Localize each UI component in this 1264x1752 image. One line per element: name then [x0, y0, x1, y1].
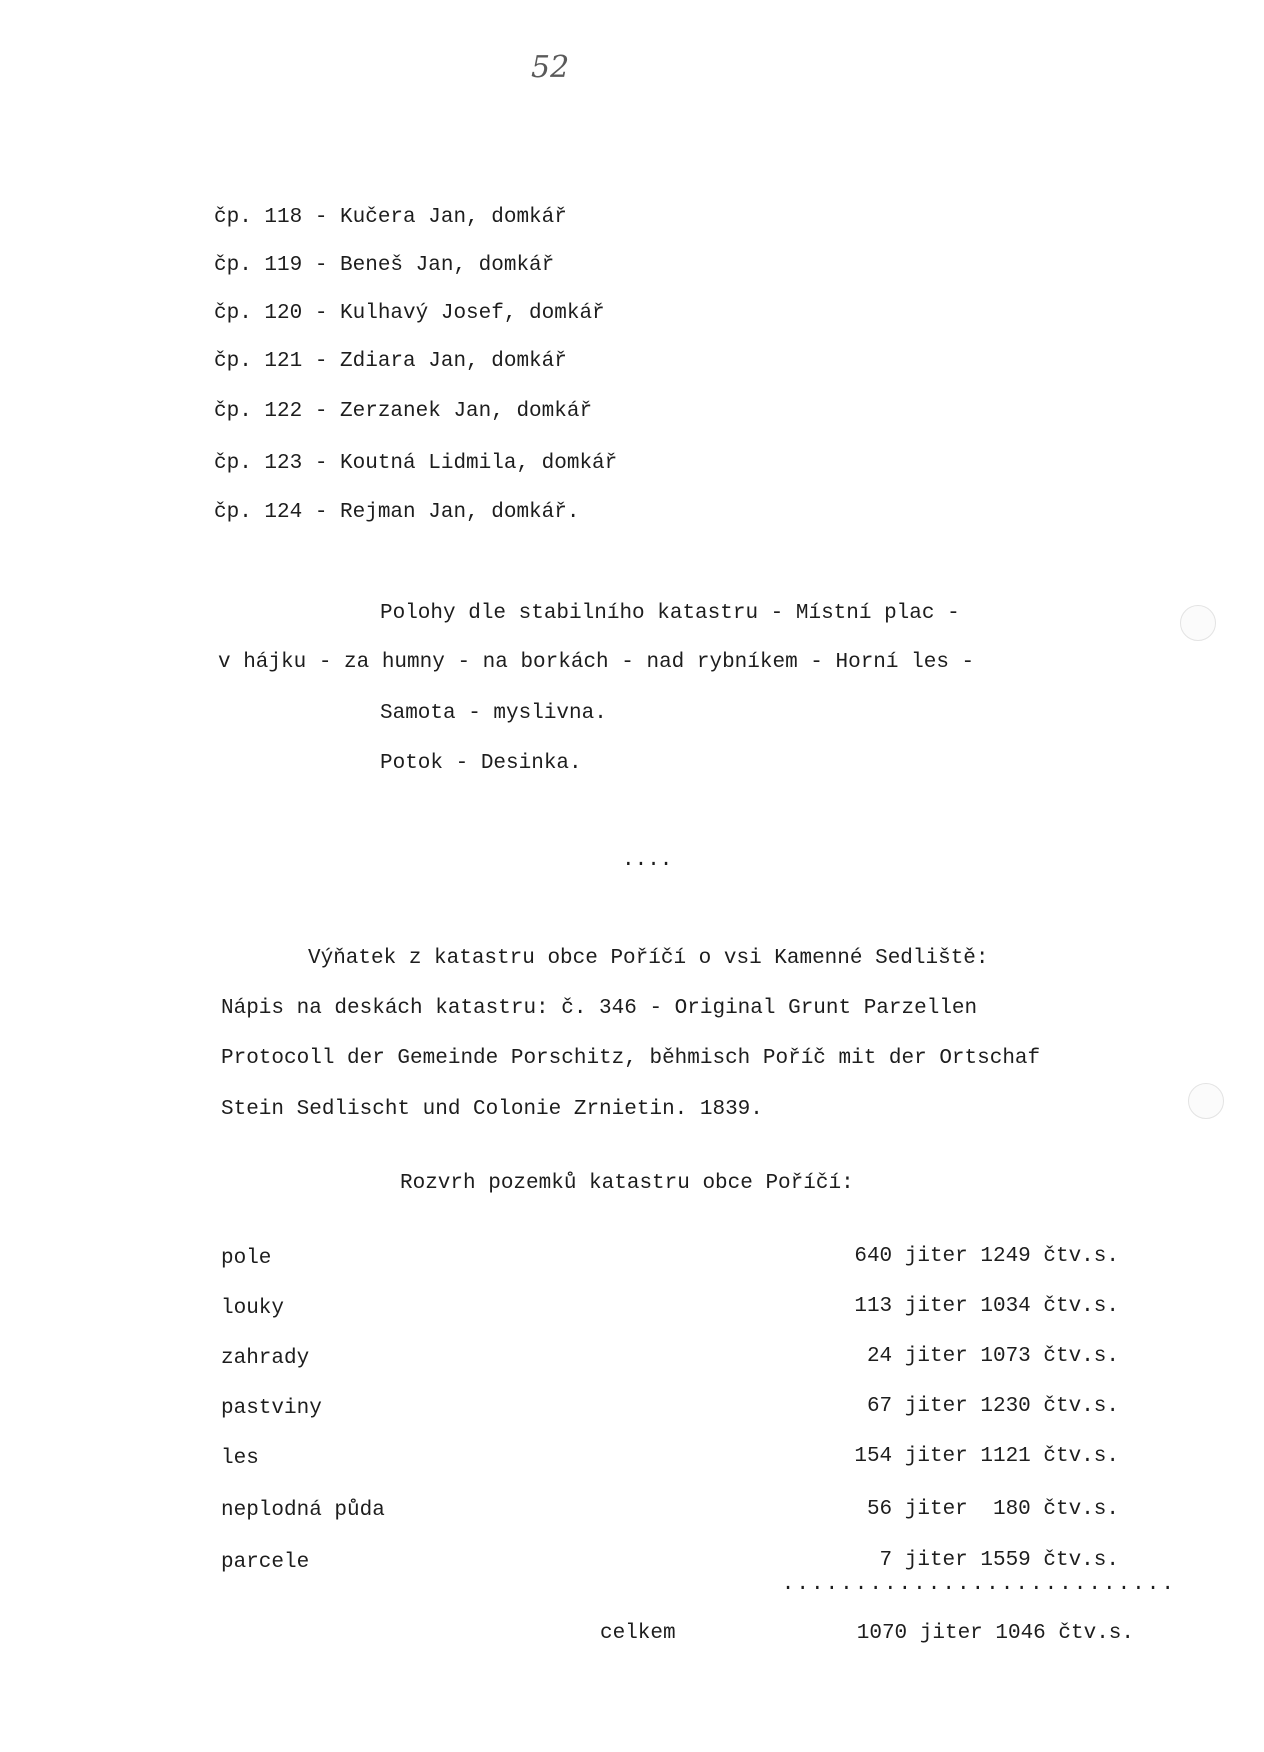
- extract-line: Protocoll der Gemeinde Porschitz, běhmisch Poříč mit der Ortschaf: [221, 1047, 1041, 1070]
- land-row-name: les: [221, 1447, 259, 1470]
- land-row-amount: 56 jiter 180 čtv.s.: [866, 1498, 1119, 1521]
- localities-line: Potok - Desinka.: [380, 752, 582, 775]
- resident-line: čp. 120 - Kulhavý Josef, domkář: [214, 302, 605, 325]
- resident-line: čp. 119 - Beneš Jan, domkář: [214, 254, 555, 277]
- resident-line: čp. 121 - Zdiara Jan, domkář: [214, 350, 567, 373]
- sum-rule: ...........................: [781, 1573, 1176, 1596]
- resident-line: čp. 122 - Zerzanek Jan, domkář: [214, 400, 593, 423]
- land-row-name: neplodná půda: [221, 1499, 385, 1522]
- localities-line: v hájku - za humny - na borkách - nad rybníkem - Horní les -: [218, 651, 975, 674]
- resident-line: čp. 118 - Kučera Jan, domkář: [214, 206, 567, 229]
- land-row-name: parcele: [221, 1551, 310, 1574]
- land-row-amount: 24 jiter 1073 čtv.s.: [866, 1345, 1119, 1368]
- land-row-amount: 154 jiter 1121 čtv.s.: [854, 1445, 1119, 1468]
- land-row-amount: 113 jiter 1034 čtv.s.: [854, 1295, 1119, 1318]
- land-row-name: pastviny: [221, 1397, 322, 1420]
- localities-line: Polohy dle stabilního katastru - Místní plac -: [380, 602, 960, 625]
- land-row-name: zahrady: [221, 1347, 310, 1370]
- punch-hole: [1188, 1083, 1224, 1119]
- resident-line: čp. 123 - Koutná Lidmila, domkář: [214, 452, 618, 475]
- extract-line: Výňatek z katastru obce Poříčí o vsi Kamenné Sedliště:: [308, 947, 989, 970]
- total-label: celkem: [600, 1622, 676, 1645]
- land-row-amount: 640 jiter 1249 čtv.s.: [854, 1245, 1119, 1268]
- land-table-title: Rozvrh pozemků katastru obce Poříčí:: [400, 1172, 854, 1195]
- extract-line: Stein Sedlischt und Colonie Zrnietin. 1839.: [221, 1098, 763, 1121]
- punch-hole: [1180, 605, 1216, 641]
- total-amount: 1070 jiter 1046 čtv.s.: [856, 1622, 1134, 1645]
- land-row-amount: 7 jiter 1559 čtv.s.: [879, 1549, 1119, 1572]
- section-separator: ....: [622, 849, 673, 872]
- land-row-amount: 67 jiter 1230 čtv.s.: [866, 1395, 1119, 1418]
- resident-line: čp. 124 - Rejman Jan, domkář.: [214, 501, 580, 524]
- land-row-name: louky: [221, 1297, 285, 1320]
- localities-line: Samota - myslivna.: [380, 702, 607, 725]
- page-number: 52: [531, 50, 570, 85]
- land-row-name: pole: [221, 1247, 272, 1270]
- extract-line: Nápis na deskách katastru: č. 346 - Original Grunt Parzellen: [221, 997, 978, 1020]
